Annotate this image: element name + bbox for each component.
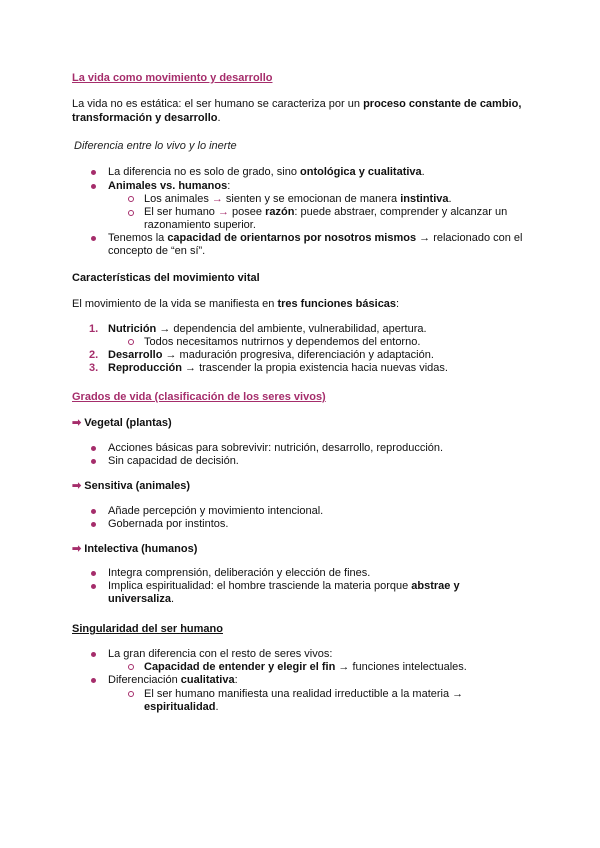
sub-bullet (128, 210, 134, 216)
text: . (421, 166, 425, 178)
intro-bold-2: transformación y desarrollo (72, 112, 218, 124)
sub-bullet (128, 691, 134, 697)
sub-bullet (128, 664, 134, 670)
subtitle-diferencia: Diferencia entre lo vivo y lo inerte (74, 140, 237, 152)
text: : (227, 180, 231, 192)
bullet (91, 652, 96, 657)
sub-list-item: El ser humano manifiesta una realidad irreductible a la materia → (144, 688, 464, 700)
text: La diferencia no es solo de grado, sino (108, 166, 301, 178)
text: : (234, 674, 238, 686)
text: Los animales (144, 193, 212, 205)
list-item: Integra comprensión, deliberación y elección de fines. (108, 567, 371, 579)
grado-label: Vegetal (plantas) (84, 417, 172, 429)
bold-text: ontológica y cualitativa (300, 166, 422, 178)
list-item (108, 580, 460, 593)
bold-text: universaliza (108, 593, 171, 605)
sub-bullet (128, 339, 134, 345)
text: → dependencia del ambiente, vulnerabilidad, apertura. (156, 323, 427, 335)
sub-list-item (144, 206, 507, 219)
list-item: Acciones básicas para sobrevivir: nutrición, desarrollo, reproducción. (108, 442, 444, 454)
text: Diferenciación (108, 674, 181, 686)
text: Implica espiritualidad: el hombre trasciende la materia porque (108, 580, 412, 592)
intro-line-2 (72, 112, 221, 125)
text: → maduración progresiva, diferenciación y adaptación. (162, 349, 434, 361)
text: Tenemos la (108, 232, 168, 244)
list-item: Añade percepción y movimiento intencional. (108, 505, 324, 517)
intro-bold: proceso constante de cambio, (363, 98, 522, 110)
bold-text: instintiva (400, 193, 449, 205)
heading-grados: Grados de vida (clasificación de los seres vivos) (72, 391, 326, 403)
list-item-cont: concepto de “en sí”. (108, 245, 206, 257)
right-arrow-icon: ➡ (72, 417, 82, 429)
heading-caracteristicas: Características del movimiento vital (72, 272, 260, 284)
bullet (91, 522, 96, 527)
heading-singularidad: Singularidad del ser humano (72, 623, 223, 635)
list-item: Sin capacidad de decisión. (108, 455, 239, 467)
sub-list-item (144, 661, 467, 674)
list-item-cont (108, 593, 174, 606)
right-arrow-icon: ➡ (72, 543, 82, 555)
list-item (108, 166, 425, 179)
bold-text: Nutrición (108, 323, 157, 335)
text: → funciones intelectuales. (335, 661, 467, 673)
funciones-intro (72, 298, 399, 311)
grado-heading (72, 480, 190, 493)
list-number: 3. (89, 362, 99, 374)
list-item (108, 180, 230, 193)
text: . (448, 193, 452, 205)
text: . (215, 701, 219, 713)
bold-text: espiritualidad (144, 701, 216, 713)
sub-list-item-cont (144, 701, 219, 714)
grado-heading (72, 543, 197, 556)
sub-bullet (128, 196, 134, 202)
bold-text: Desarrollo (108, 349, 163, 361)
bullet (91, 236, 96, 241)
text: El ser humano (144, 206, 218, 218)
list-item (108, 674, 238, 687)
bold-text: tres funciones básicas (277, 298, 397, 310)
grado-label: Sensitiva (animales) (84, 480, 191, 492)
bullet (91, 678, 96, 683)
list-item: La gran diferencia con el resto de seres vivos: (108, 648, 333, 660)
arrow-icon: → (217, 206, 229, 218)
bold-text: Reproducción (108, 362, 182, 374)
text: : (396, 298, 400, 310)
bullet (91, 184, 96, 189)
sub-list-item-cont: razonamiento superior. (144, 219, 256, 231)
bullet (91, 459, 96, 464)
intro-period: . (217, 112, 221, 124)
grado-label: Intelectiva (humanos) (84, 543, 198, 555)
bullet (91, 509, 96, 514)
right-arrow-icon: ➡ (72, 480, 82, 492)
text: : puede abstraer, comprender y alcanzar un (294, 206, 508, 218)
text: posee (228, 206, 266, 218)
bold-text: abstrae y (411, 580, 460, 592)
bullet (91, 571, 96, 576)
text: → relacionado con el (416, 232, 523, 244)
list-item (108, 232, 523, 245)
heading-la-vida: La vida como movimiento y desarrollo (72, 72, 273, 84)
sub-list-item (144, 193, 452, 206)
grado-heading (72, 417, 172, 430)
numbered-item (108, 362, 448, 375)
text: → trascender la propia existencia hacia nuevas vidas. (181, 362, 448, 374)
list-item: Gobernada por instintos. (108, 518, 229, 530)
text: . (170, 593, 175, 605)
bold-text: Animales vs. humanos (108, 180, 228, 192)
intro-line-1 (72, 98, 521, 111)
sub-list-item: Todos necesitamos nutrirnos y dependemos del entorno. (144, 336, 421, 348)
bold-text: razón (265, 206, 295, 218)
bold-text: cualitativa (180, 674, 235, 686)
list-number: 1. (89, 323, 99, 335)
numbered-item (108, 349, 434, 362)
bullet (91, 446, 96, 451)
intro-text: La vida no es estática: el ser humano se caracteriza por un (72, 98, 364, 110)
arrow-icon: → (211, 193, 223, 205)
bullet (91, 584, 96, 589)
text: sienten y se emocionan de manera (222, 193, 401, 205)
bold-text: Capacidad de entender y elegir el fin (144, 661, 336, 673)
text: El movimiento de la vida se manifiesta en (72, 298, 278, 310)
numbered-item (108, 323, 427, 336)
bold-text: capacidad de orientarnos por nosotros mismos (167, 232, 417, 244)
list-number: 2. (89, 349, 99, 361)
bullet (91, 170, 96, 175)
